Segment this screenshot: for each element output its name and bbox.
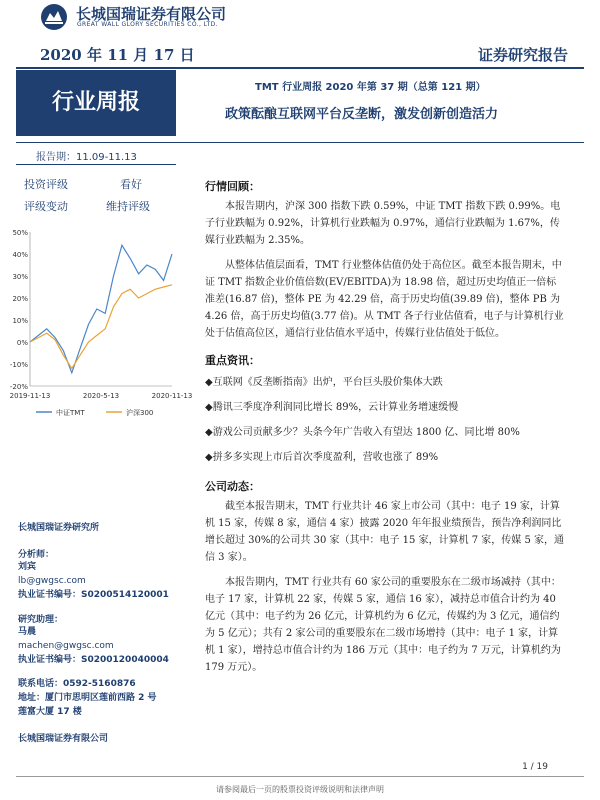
- y-tick-label: 30%: [12, 273, 28, 281]
- news-item: ◆游戏公司贡献多少？头条今年广告收入有望达 1800 亿、同比增 80%: [205, 427, 520, 438]
- news-heading: 重点资讯：: [205, 354, 260, 367]
- issue-number: TMT 行业周报 2020 年第 37 期（总第 121 期）: [255, 82, 486, 93]
- legend-label-2: 沪深300: [126, 409, 154, 417]
- report-date: 2020 年 11 月 17 日: [40, 46, 195, 64]
- report-period: 报告期：11.09-11.13: [36, 152, 137, 163]
- analyst-name: 刘宾: [18, 562, 37, 572]
- rating-value: 看好: [120, 178, 142, 191]
- x-tick-label: 2020-11-13: [151, 392, 193, 400]
- review-paragraph-1: 本报告期内，沪深 300 指数下跌 0.59%，中证 TMT 指数下跌 0.99%。电子行业跌幅为 0.92%，计算机行业跌幅为 0.97%，通信行业跌幅为 1.67%，传媒行业跌幅为 2.35%。: [205, 201, 561, 246]
- report-type: 证券研究报告: [477, 46, 568, 64]
- y-tick-label: -20%: [9, 383, 28, 391]
- company-footer-name: 长城国瑞证券有限公司: [18, 734, 109, 744]
- analyst-cert: 执业证书编号：S0200514120001: [18, 590, 169, 600]
- news-item: ◆腾讯三季度净利润同比增长 89%，云计算业务增速缓慢: [205, 402, 459, 413]
- legend-label-1: 中证TMT: [56, 409, 85, 417]
- analyst-label: 分析师：: [18, 550, 55, 560]
- series-line-2: [30, 285, 172, 369]
- y-tick-label: 20%: [12, 295, 28, 303]
- analyst-email[interactable]: lb@gwgsc.com: [18, 576, 86, 586]
- divider: [16, 776, 584, 777]
- company-name-en: GREAT WALL GLORY SECURITIES CO., LTD.: [77, 21, 218, 28]
- address-line-2: 莲富大厦 17 楼: [18, 707, 82, 717]
- rating-change-label: 评级变动: [24, 200, 68, 213]
- page-number: 1 / 19: [522, 762, 548, 772]
- y-tick-label: 10%: [12, 317, 28, 325]
- x-tick-label: 2020-5-13: [82, 392, 120, 400]
- news-item: ◆拼多多实现上市后首次季度盈利，营收也涨了 89%: [205, 452, 439, 463]
- rating-label: 投资评级: [24, 178, 68, 191]
- company-heading: 公司动态：: [205, 480, 260, 493]
- company-paragraph-1: 截至本报告期末，TMT 行业共计 46 家上市公司（其中：电子 19 家，计算机 15 家，传媒 8 家，通信 4 家）披露 2020 年年报业绩预告，预告净利润同比增长超过 30%的公司共 30 家（其中：电子 15 家，计算机 7 家，传媒 5 家，通信 3 家）。: [205, 501, 565, 563]
- divider: [16, 142, 584, 143]
- phone: 联系电话：0592-5160876: [18, 679, 136, 689]
- review-heading: 行情回顾：: [205, 180, 260, 193]
- institute-name: 长城国瑞证券研究所: [18, 523, 100, 533]
- assistant-name: 马晨: [18, 627, 37, 637]
- news-item: ◆互联网《反垄断指南》出炉，平台巨头股价集体大跌: [205, 377, 443, 388]
- rating-change-value: 维持评级: [106, 200, 150, 213]
- y-tick-label: 0%: [16, 339, 28, 347]
- y-tick-label: 40%: [12, 251, 28, 259]
- assistant-label: 研究助理：: [18, 615, 64, 625]
- report-title: 政策酝酿互联网平台反垄断，激发创新创造活力: [225, 107, 499, 122]
- address-line-1: 地址：厦门市思明区莲前西路 2 号: [18, 693, 157, 703]
- company-paragraph-2: 本报告期内，TMT 行业共有 60 家公司的重要股东在二级市场减持（其中：电子 17 家，计算机 22 家，传媒 5 家，通信 16 家），减持总市值合计约为 40 亿元（其中：电子约为 26 亿元，计算机约为 6 亿元，传媒约为 3 亿元，通信约为 5 亿元）；共有 2 家公司的重要股东在二级市场增持（其中：电子 1 家，计算机 1 家），增持总市值合计约为 186 万元（其中：电子约为 7 万元，计算机约为 179 万元）。: [205, 577, 561, 673]
- disclaimer: 请参阅最后一页的股票投资评级说明和法律声明: [216, 785, 384, 794]
- sidebar-contact: [18, 520, 188, 744]
- x-tick-label: 2019-11-13: [9, 392, 51, 400]
- company-name-cn: 长城国瑞证券有限公司: [76, 5, 227, 23]
- series-line-1: [30, 245, 172, 373]
- company-logo-icon: [40, 3, 68, 31]
- page-header: [0, 0, 600, 32]
- y-tick-label: -10%: [9, 361, 28, 369]
- y-tick-label: 50%: [12, 229, 28, 237]
- main-content: [205, 178, 565, 676]
- assistant-email[interactable]: machen@gwgsc.com: [18, 641, 114, 651]
- assistant-cert: 执业证书编号：S0200120040004: [18, 655, 169, 665]
- report-category-box: 行业周报: [16, 70, 176, 136]
- divider: [16, 67, 584, 69]
- divider: [16, 164, 176, 165]
- review-paragraph-2: 从整体估值层面看，TMT 行业整体估值仍处于高位区。截至本报告期末，中证 TMT 指数企业价值倍数(EV/EBITDA)为 18.98 倍，超过历史均值正一倍标准差(16.87 倍)，整体 PE 为 42.29 倍，高于历史均值(39.89 倍)，整体 PB 为 4.26 倍，高于历史均值(3.77 倍)。从 TMT 各子行业估值看，电子与计算机行业处于估值高位区，通信行业估值水平适中，传媒行业估值处于低位。: [205, 260, 564, 339]
- index-performance-chart: [0, 224, 193, 422]
